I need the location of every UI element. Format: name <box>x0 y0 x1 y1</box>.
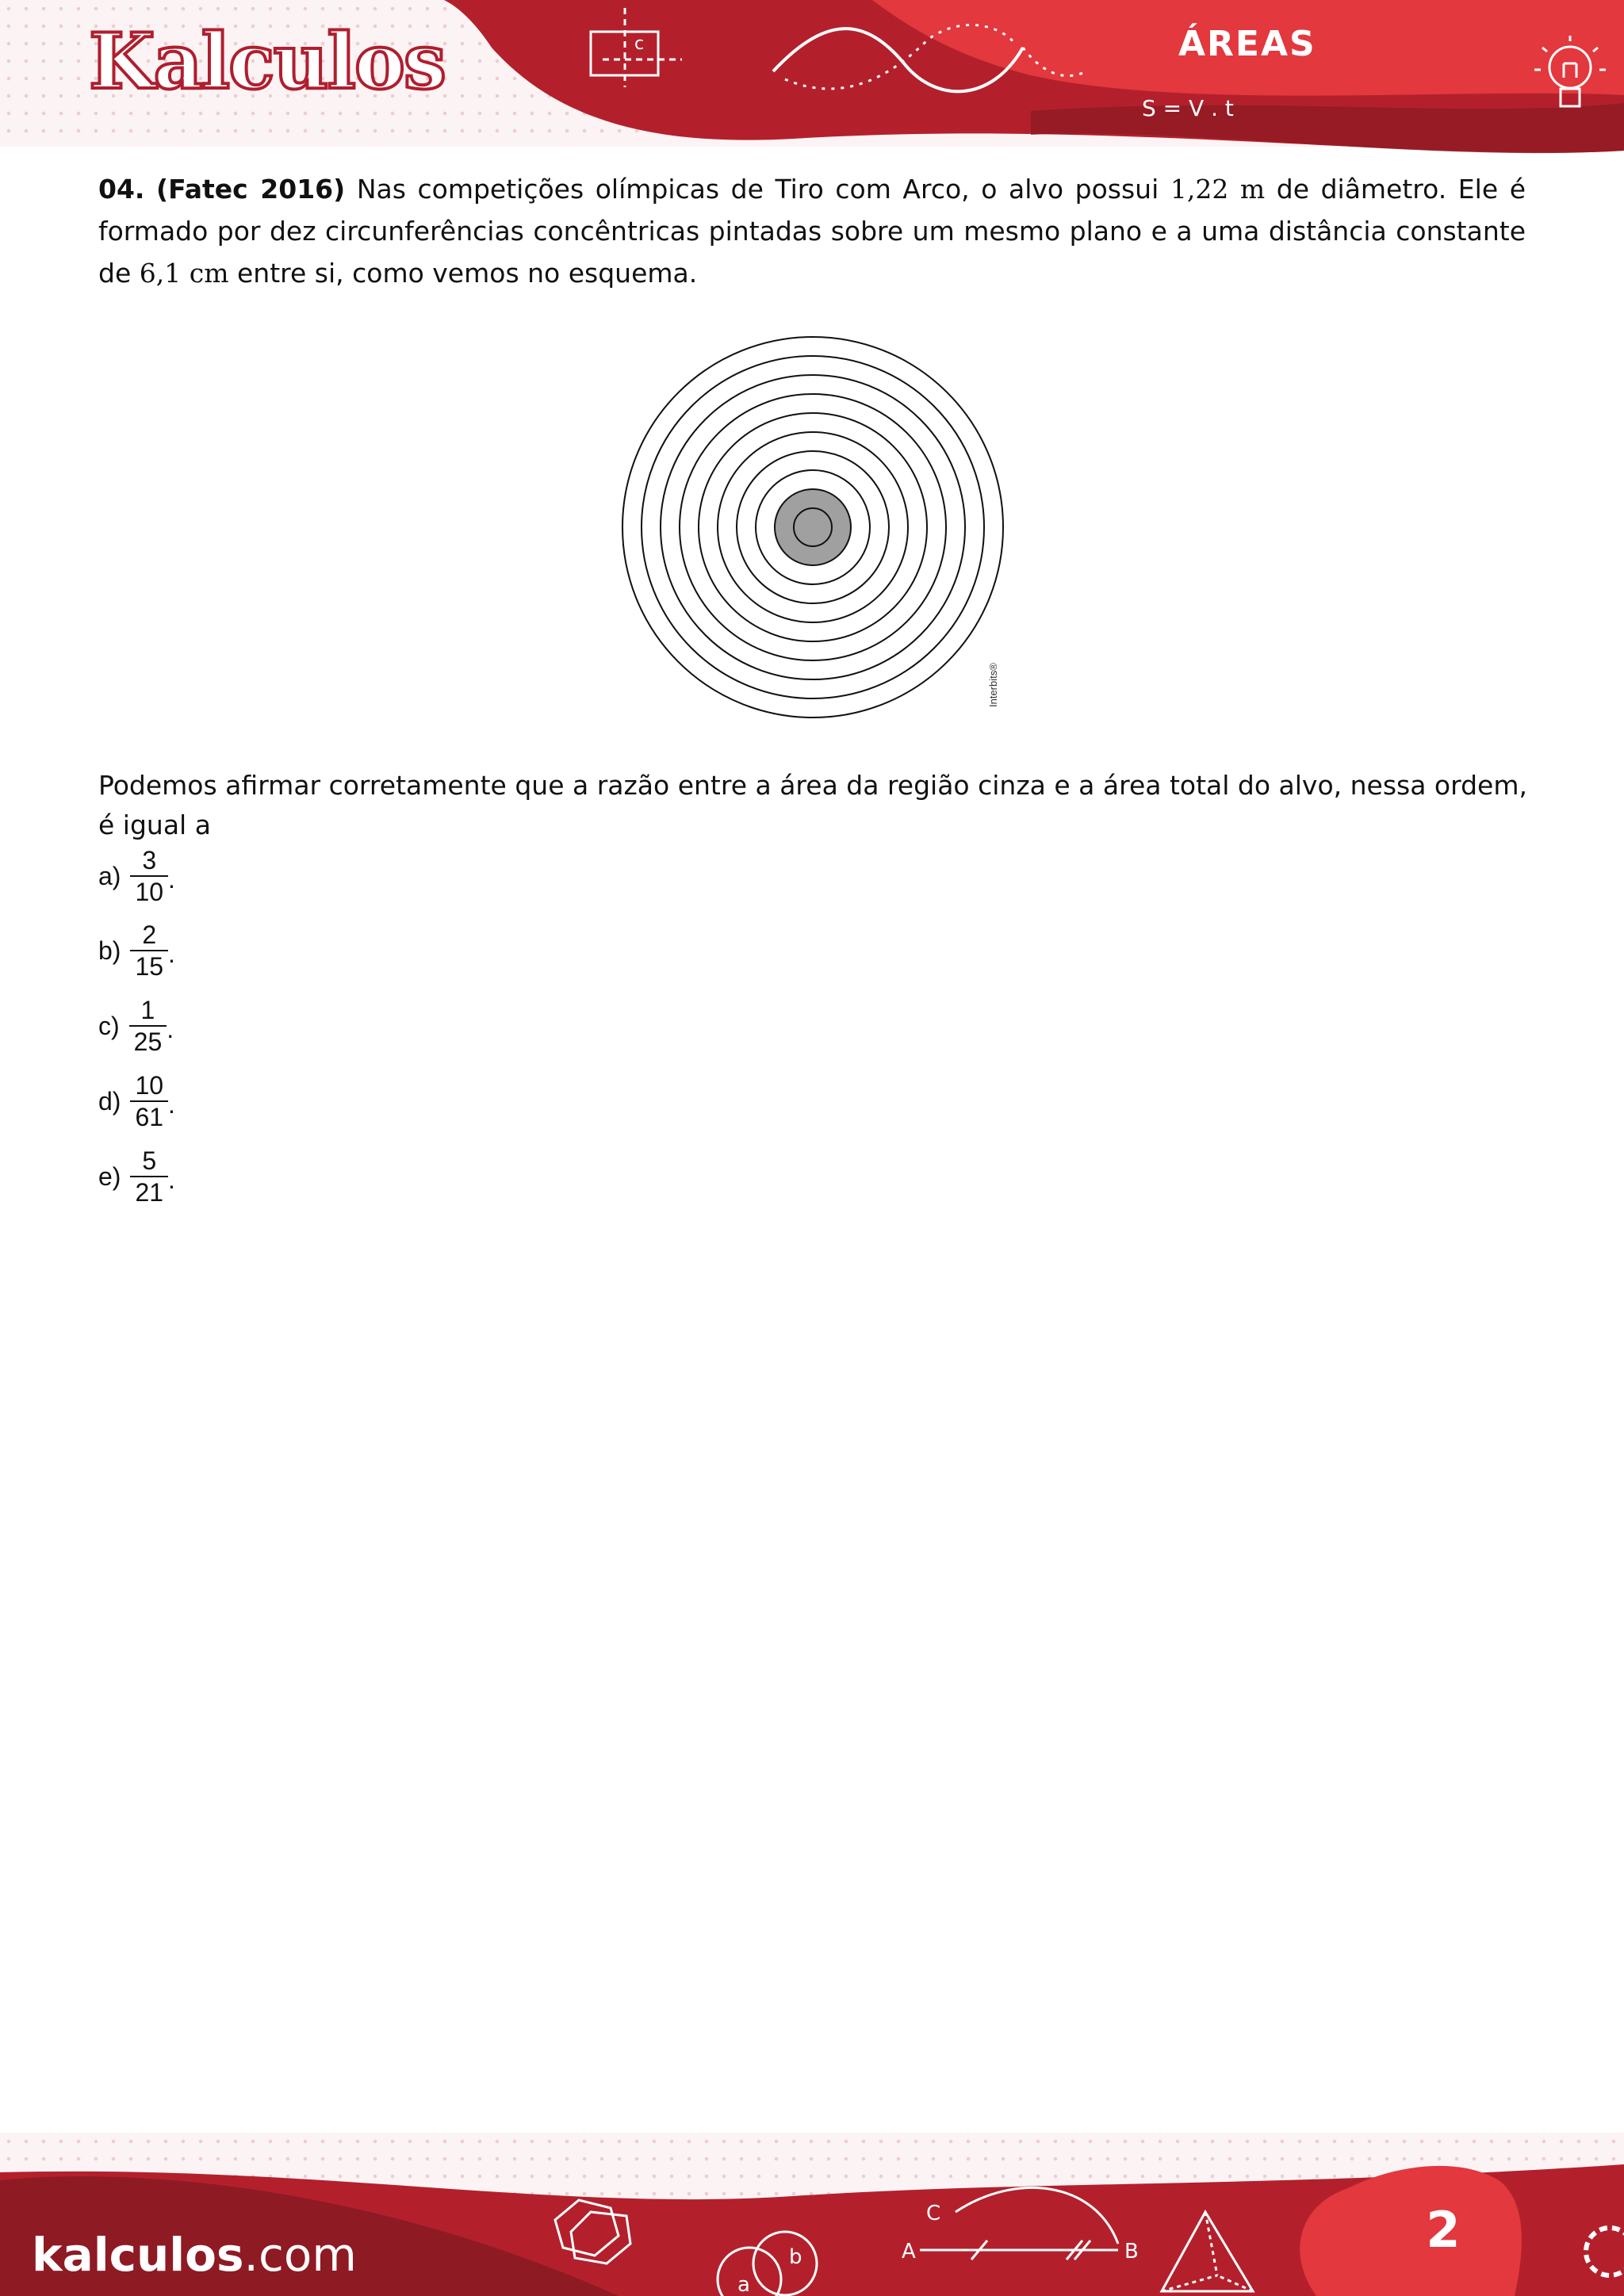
diameter-value: 1,22 m <box>1170 174 1266 205</box>
distance-value: 6,1 cm <box>139 258 229 289</box>
fraction-numerator: 10 <box>135 1071 164 1100</box>
footer-brand-suffix: .com <box>243 2228 357 2282</box>
option-d[interactable] <box>98 1066 175 1137</box>
figure-credit: Interbits® <box>987 663 999 707</box>
geometry-label-b: B <box>1124 2240 1139 2263</box>
footer-brand <box>32 2228 357 2282</box>
question-text <box>98 168 1526 294</box>
option-letter: d) <box>98 1086 121 1115</box>
period: . <box>168 1165 175 1194</box>
fraction-denominator: 15 <box>135 952 164 981</box>
fraction-numerator: 5 <box>142 1146 157 1175</box>
geometry-label-small-b: b <box>789 2245 802 2269</box>
geometry-label-small-a: a <box>737 2273 750 2296</box>
option-fraction <box>130 920 168 982</box>
fraction-numerator: 2 <box>142 920 157 949</box>
period: . <box>168 1090 175 1119</box>
page-number: 2 <box>1426 2201 1461 2259</box>
question-text-part3: entre si, como vemos no esquema. <box>228 258 698 289</box>
fraction-denominator: 10 <box>135 878 164 906</box>
option-letter: b) <box>98 936 121 965</box>
option-letter: a) <box>98 861 121 890</box>
question-prompt: Podemos afirmar corretamente que a razão entre a área da região cinza e a área total do alvo, nessa ordem, é igual a <box>98 770 1527 840</box>
kalculos-logo: Kalculos <box>89 17 445 106</box>
section-title: ÁREAS <box>1178 24 1316 64</box>
geometry-label-a: A <box>902 2240 916 2263</box>
svg-text:c: c <box>634 34 645 54</box>
question-source: (Fatec 2016) <box>156 174 346 205</box>
option-letter: e) <box>98 1161 121 1191</box>
footer-brand-bold: kalculos <box>32 2228 244 2282</box>
option-letter: c) <box>98 1011 120 1040</box>
period: . <box>168 865 175 894</box>
fraction-denominator: 61 <box>135 1103 164 1131</box>
fraction-denominator: 25 <box>133 1027 163 1056</box>
option-fraction <box>129 995 167 1057</box>
fraction-numerator: 3 <box>142 846 157 874</box>
option-fraction <box>130 845 168 907</box>
option-e[interactable] <box>98 1141 175 1212</box>
option-b[interactable] <box>98 915 175 986</box>
period: . <box>168 939 175 968</box>
header-formula: S = V . t <box>1142 95 1234 121</box>
option-fraction <box>130 1070 168 1132</box>
option-c[interactable] <box>98 990 174 1062</box>
geometry-label-c: C <box>926 2202 941 2225</box>
question-text-part1: Nas competições olímpicas de Tiro com Arco, o alvo possui <box>356 174 1170 205</box>
option-a[interactable] <box>98 840 175 912</box>
fraction-denominator: 21 <box>135 1178 164 1207</box>
question-text-part2: de diâmetro. Ele é formado por dez circunferências concêntricas pintadas sobre um mesmo plano e a uma distância constante de <box>98 174 1526 289</box>
fraction-numerator: 1 <box>140 996 155 1024</box>
question-number: 04. <box>98 174 145 205</box>
archery-target-figure <box>619 333 1007 721</box>
option-fraction <box>130 1146 168 1207</box>
period: . <box>167 1015 174 1043</box>
